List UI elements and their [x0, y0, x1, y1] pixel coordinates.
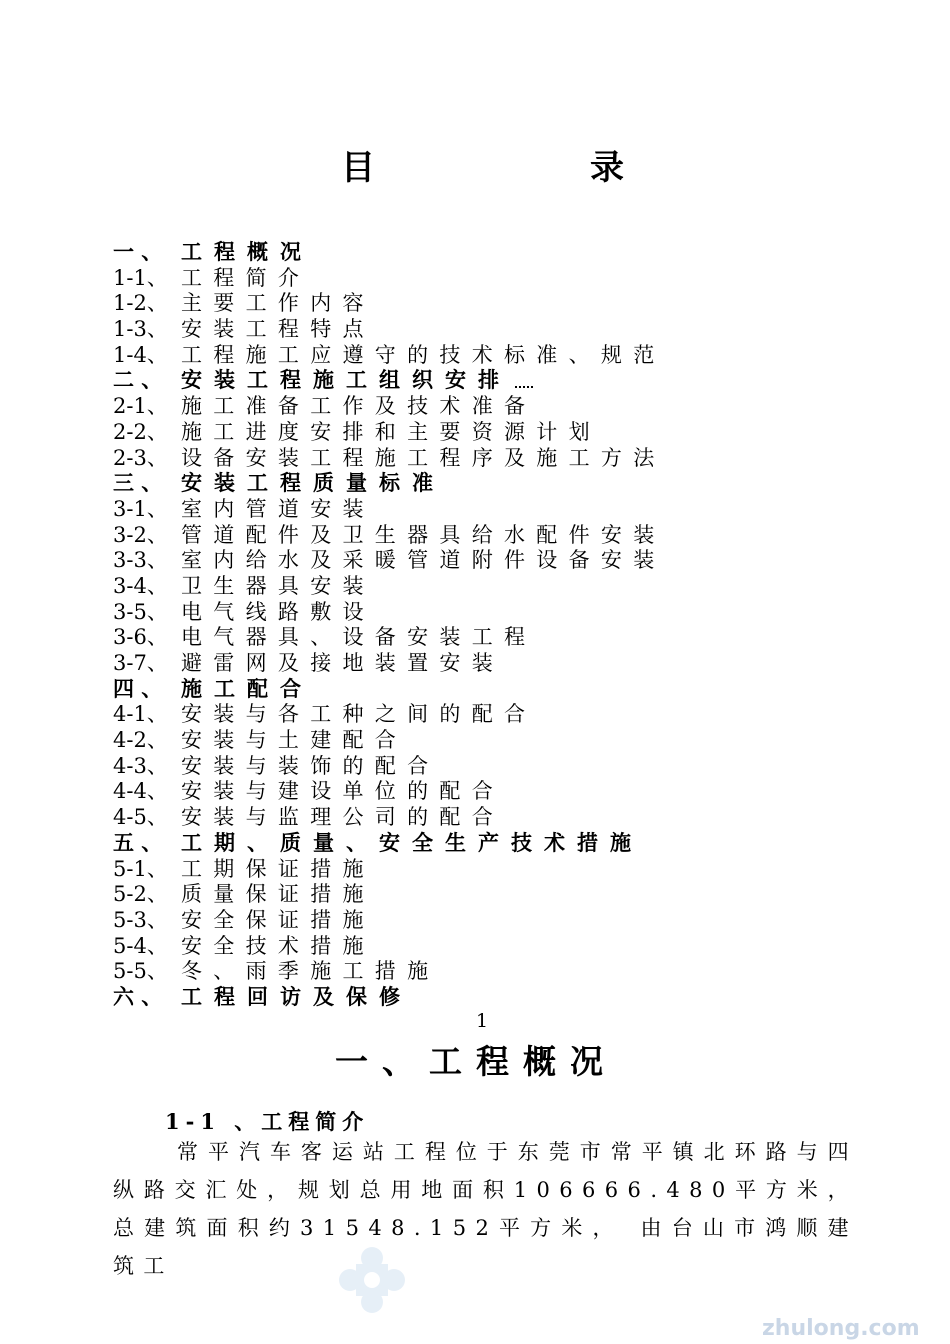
toc-title	[0, 140, 950, 190]
toc-item-text: 电气线路敷设	[181, 599, 375, 624]
toc-item	[113, 857, 733, 883]
toc-item-number: 3-2、	[113, 522, 168, 547]
toc-section	[113, 985, 733, 1011]
toc-section	[113, 240, 733, 266]
toc-item-text: 施工准备工作及技术准备	[181, 394, 537, 419]
toc-item	[113, 625, 733, 651]
toc-item-text: 安装与各工种之间的配合	[181, 702, 537, 727]
toc-item-text: 施工进度安排和主要资源计划	[181, 419, 601, 444]
toc-item-number: 1-2、	[113, 291, 168, 316]
body-paragraph: 常平汽车客运站工程位于东莞市常平镇北环路与四纵路交汇处，规划总用地面积106666.480平方米，总建筑面积约31548.152平方米， 由台山市鸿顺建筑工	[113, 1140, 858, 1278]
toc-item-number: 四 、	[113, 676, 163, 701]
toc-item-number: 4-3、	[113, 753, 168, 778]
toc-section	[113, 831, 733, 857]
toc-item-number: 2-2、	[113, 419, 168, 444]
toc-item	[113, 343, 733, 369]
toc-item-number: 三 、	[113, 471, 163, 496]
toc-item-number: 3-3、	[113, 548, 168, 573]
toc-item-text: 室内管道安装	[181, 496, 375, 521]
toc-item-text: 质量保证措施	[181, 882, 375, 907]
toc-item-text: 安装工程质量标准	[181, 471, 445, 496]
watermark-logo-icon	[336, 1244, 408, 1316]
toc-item	[113, 934, 733, 960]
toc-item	[113, 805, 733, 831]
toc-section	[113, 677, 733, 703]
toc-item	[113, 702, 733, 728]
toc-item-number: 2-3、	[113, 445, 168, 470]
toc-item-number: 5-3、	[113, 907, 168, 932]
toc-item	[113, 317, 733, 343]
toc-leader-dots	[515, 374, 533, 388]
toc-item	[113, 446, 733, 472]
toc-item-text: 安装与装饰的配合	[181, 753, 440, 778]
toc-item-text: 施工配合	[181, 676, 313, 701]
chapter-title: 一、工程概况	[335, 1042, 617, 1081]
toc-item-number: 5-4、	[113, 933, 168, 958]
toc-item	[113, 959, 733, 985]
toc-item-number: 5-1、	[113, 856, 168, 881]
toc-item-number: 1-1、	[113, 265, 168, 290]
toc-item	[113, 754, 733, 780]
toc-item	[113, 651, 733, 677]
toc-item-number: 六 、	[113, 984, 163, 1009]
toc-item-text: 卫生器具安装	[181, 573, 375, 598]
toc-item-number: 2-1、	[113, 394, 168, 419]
toc-item-number: 3-5、	[113, 599, 168, 624]
toc-item-number: 5-5、	[113, 959, 168, 984]
toc-item-text: 安装与土建配合	[181, 728, 408, 753]
toc-item-text: 安全保证措施	[181, 907, 375, 932]
toc-item-text: 安装工程特点	[181, 317, 375, 342]
toc-item-number: 一 、	[113, 240, 163, 264]
toc-item-number: 4-2、	[113, 728, 168, 753]
toc-item-text: 管道配件及卫生器具给水配件安装	[181, 522, 666, 547]
table-of-contents	[113, 240, 733, 1011]
toc-item-text: 工期保证措施	[181, 856, 375, 881]
toc-item	[113, 882, 733, 908]
toc-item-text: 室内给水及采暖管道附件设备安装	[181, 548, 666, 573]
toc-item	[113, 266, 733, 292]
toc-item-number: 3-7、	[113, 651, 168, 675]
toc-item-text: 安装与监理公司的配合	[181, 805, 504, 830]
toc-item-number: 3-6、	[113, 625, 168, 650]
toc-item-text: 工程简介	[181, 265, 311, 290]
toc-item-number: 1-4、	[113, 342, 168, 367]
section-heading: 1-1 、工程简介	[165, 1109, 370, 1134]
toc-item-text: 避雷网及接地装置安装	[181, 651, 504, 675]
toc-item-text: 设备安装工程施工程序及施工方法	[181, 445, 666, 470]
page-number: 1	[476, 1010, 489, 1032]
toc-item-text: 安全技术措施	[181, 933, 375, 958]
toc-item-text: 工程回访及保修	[181, 984, 412, 1009]
toc-title-left: 目	[341, 148, 375, 188]
toc-item	[113, 908, 733, 934]
toc-item	[113, 779, 733, 805]
toc-item	[113, 523, 733, 549]
toc-title-right: 录	[590, 148, 624, 188]
watermark-text: zhulong.com	[762, 1316, 920, 1341]
toc-item-text: 电气器具、设备安装工程	[181, 625, 537, 650]
toc-item-number: 1-3、	[113, 317, 168, 342]
toc-item-text: 主要工作内容	[181, 291, 375, 316]
toc-item-text: 工程概况	[181, 240, 313, 264]
toc-item-number: 五 、	[113, 830, 163, 855]
toc-item-text: 冬、雨季施工措施	[181, 959, 440, 984]
toc-item	[113, 548, 733, 574]
toc-item	[113, 291, 733, 317]
toc-item	[113, 394, 733, 420]
toc-section	[113, 368, 733, 394]
toc-item	[113, 420, 733, 446]
toc-section	[113, 471, 733, 497]
toc-item	[113, 600, 733, 626]
toc-item-text: 安装工程施工组织安排	[181, 368, 511, 393]
toc-item-number: 4-5、	[113, 805, 168, 830]
toc-item-number: 3-4、	[113, 573, 168, 598]
toc-item	[113, 497, 733, 523]
toc-item-number: 5-2、	[113, 882, 168, 907]
toc-item	[113, 728, 733, 754]
toc-item	[113, 574, 733, 600]
toc-item-text: 工程施工应遵守的技术标准、规范	[181, 342, 666, 367]
toc-item-number: 4-4、	[113, 779, 168, 804]
toc-item-text: 工期、质量、安全生产技术措施	[181, 830, 643, 855]
toc-item-number: 二 、	[113, 368, 163, 393]
toc-item-number: 3-1、	[113, 496, 168, 521]
toc-item-text: 安装与建设单位的配合	[181, 779, 504, 804]
toc-item-number: 4-1、	[113, 702, 168, 727]
